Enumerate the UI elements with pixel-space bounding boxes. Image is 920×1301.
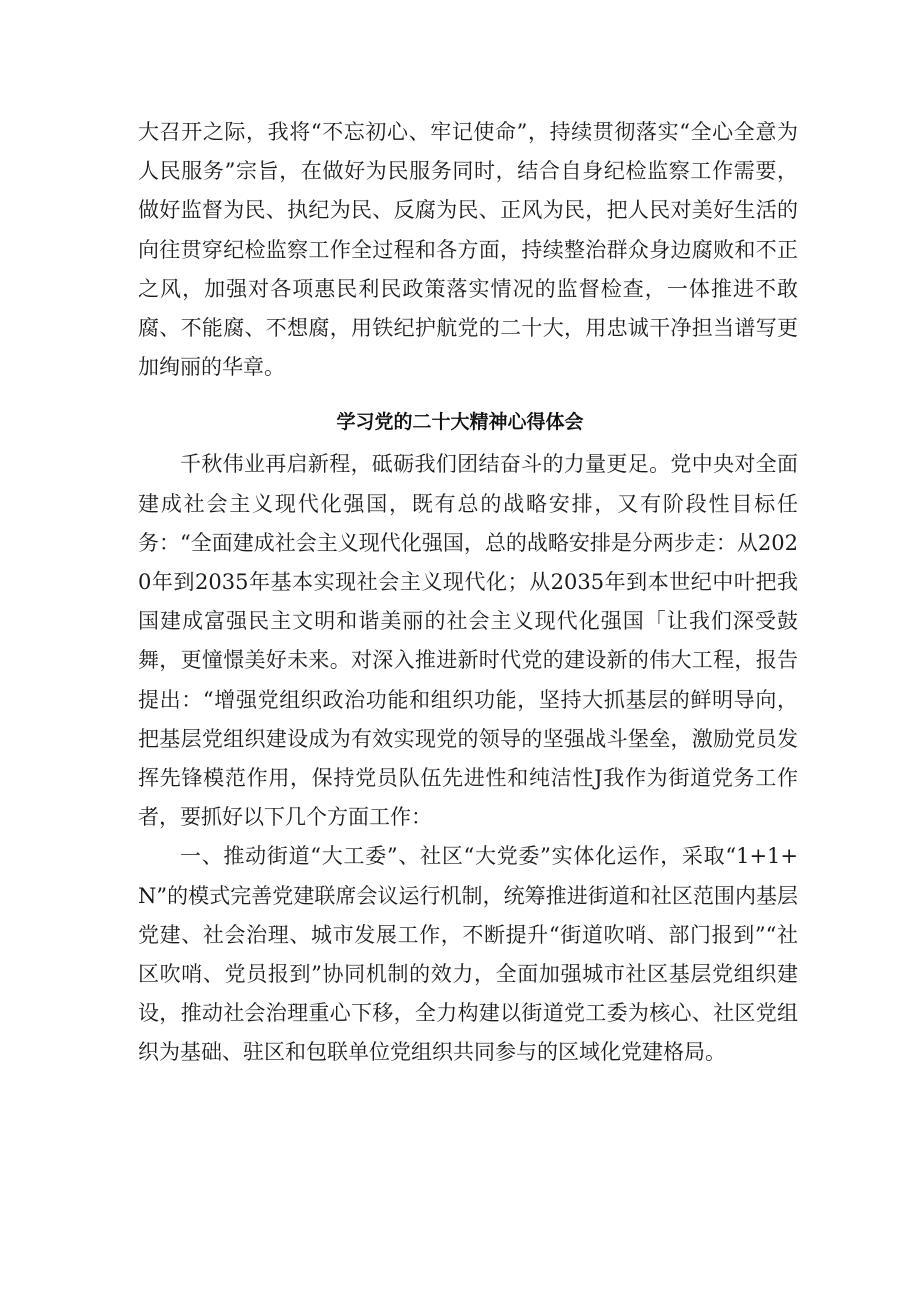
section-title: 学习党的二十大精神心得体会 [336, 411, 584, 434]
continuation-paragraph: 大召开之际，我将“不忘初心、牢记使命”，持续贯彻落实“全心全意为人民服务”宗旨，在做好为民服务同时，结合自身纪检监察工作需要，做好监督为民、执纪为民、反腐为民、正风为民，把人民对美好生活的向往贯穿纪检监察工作全过程和各方面，持续整治群众身边腐败和不正之风，加强对各项惠民利民政策落实情况的监督检查，一体推进不敢腐、不能腐、不想腐，用铁纪护航党的二十大，用忠诚干净担当谱写更加绚丽的华章。 [138, 120, 798, 380]
body-paragraph-1: 千秋伟业再启新程，砥砺我们团结奋斗的力量更足。党中央对全面建成社会主义现代化强国，既有总的战略安排，又有阶段性目标任务：“全面建成社会主义现代化强国，总的战略安排是分两步走：从2020年到2035年基本实现社会主义现代化；从2035年到本世纪中叶把我国建成富强民主文明和谐美丽的社会主义现代化强国「让我们深受鼓舞，更憧憬美好未来。对深入推进新时代党的建设新的伟大工程，报告提出：“增强党组织政治功能和组织功能，坚持大抓基层的鲜明导向，把基层党组织建设成为有效实现党的领导的坚强战斗堡垒，激励党员发挥先锋模范作用，保持党员队伍先进性和纯洁性J我作为街道党务工作者，要抓好以下几个方面工作： [138, 452, 798, 830]
body-paragraph-2: 一、推动街道“大工委”、社区“大党委”实体化运作，采取“1+1+N”的模式完善党建联席会议运行机制，统筹推进街道和社区范围内基层党建、社会治理、城市发展工作，不断提升“街道吹哨、部门报到”“社区吹哨、党员报到”协同机制的效力，全面加强城市社区基层党组织建设，推动社会治理重心下移，全力构建以街道党工委为核心、社区党组织为基础、驻区和包联单位党组织共同参与的区域化党建格局。 [138, 844, 798, 1065]
